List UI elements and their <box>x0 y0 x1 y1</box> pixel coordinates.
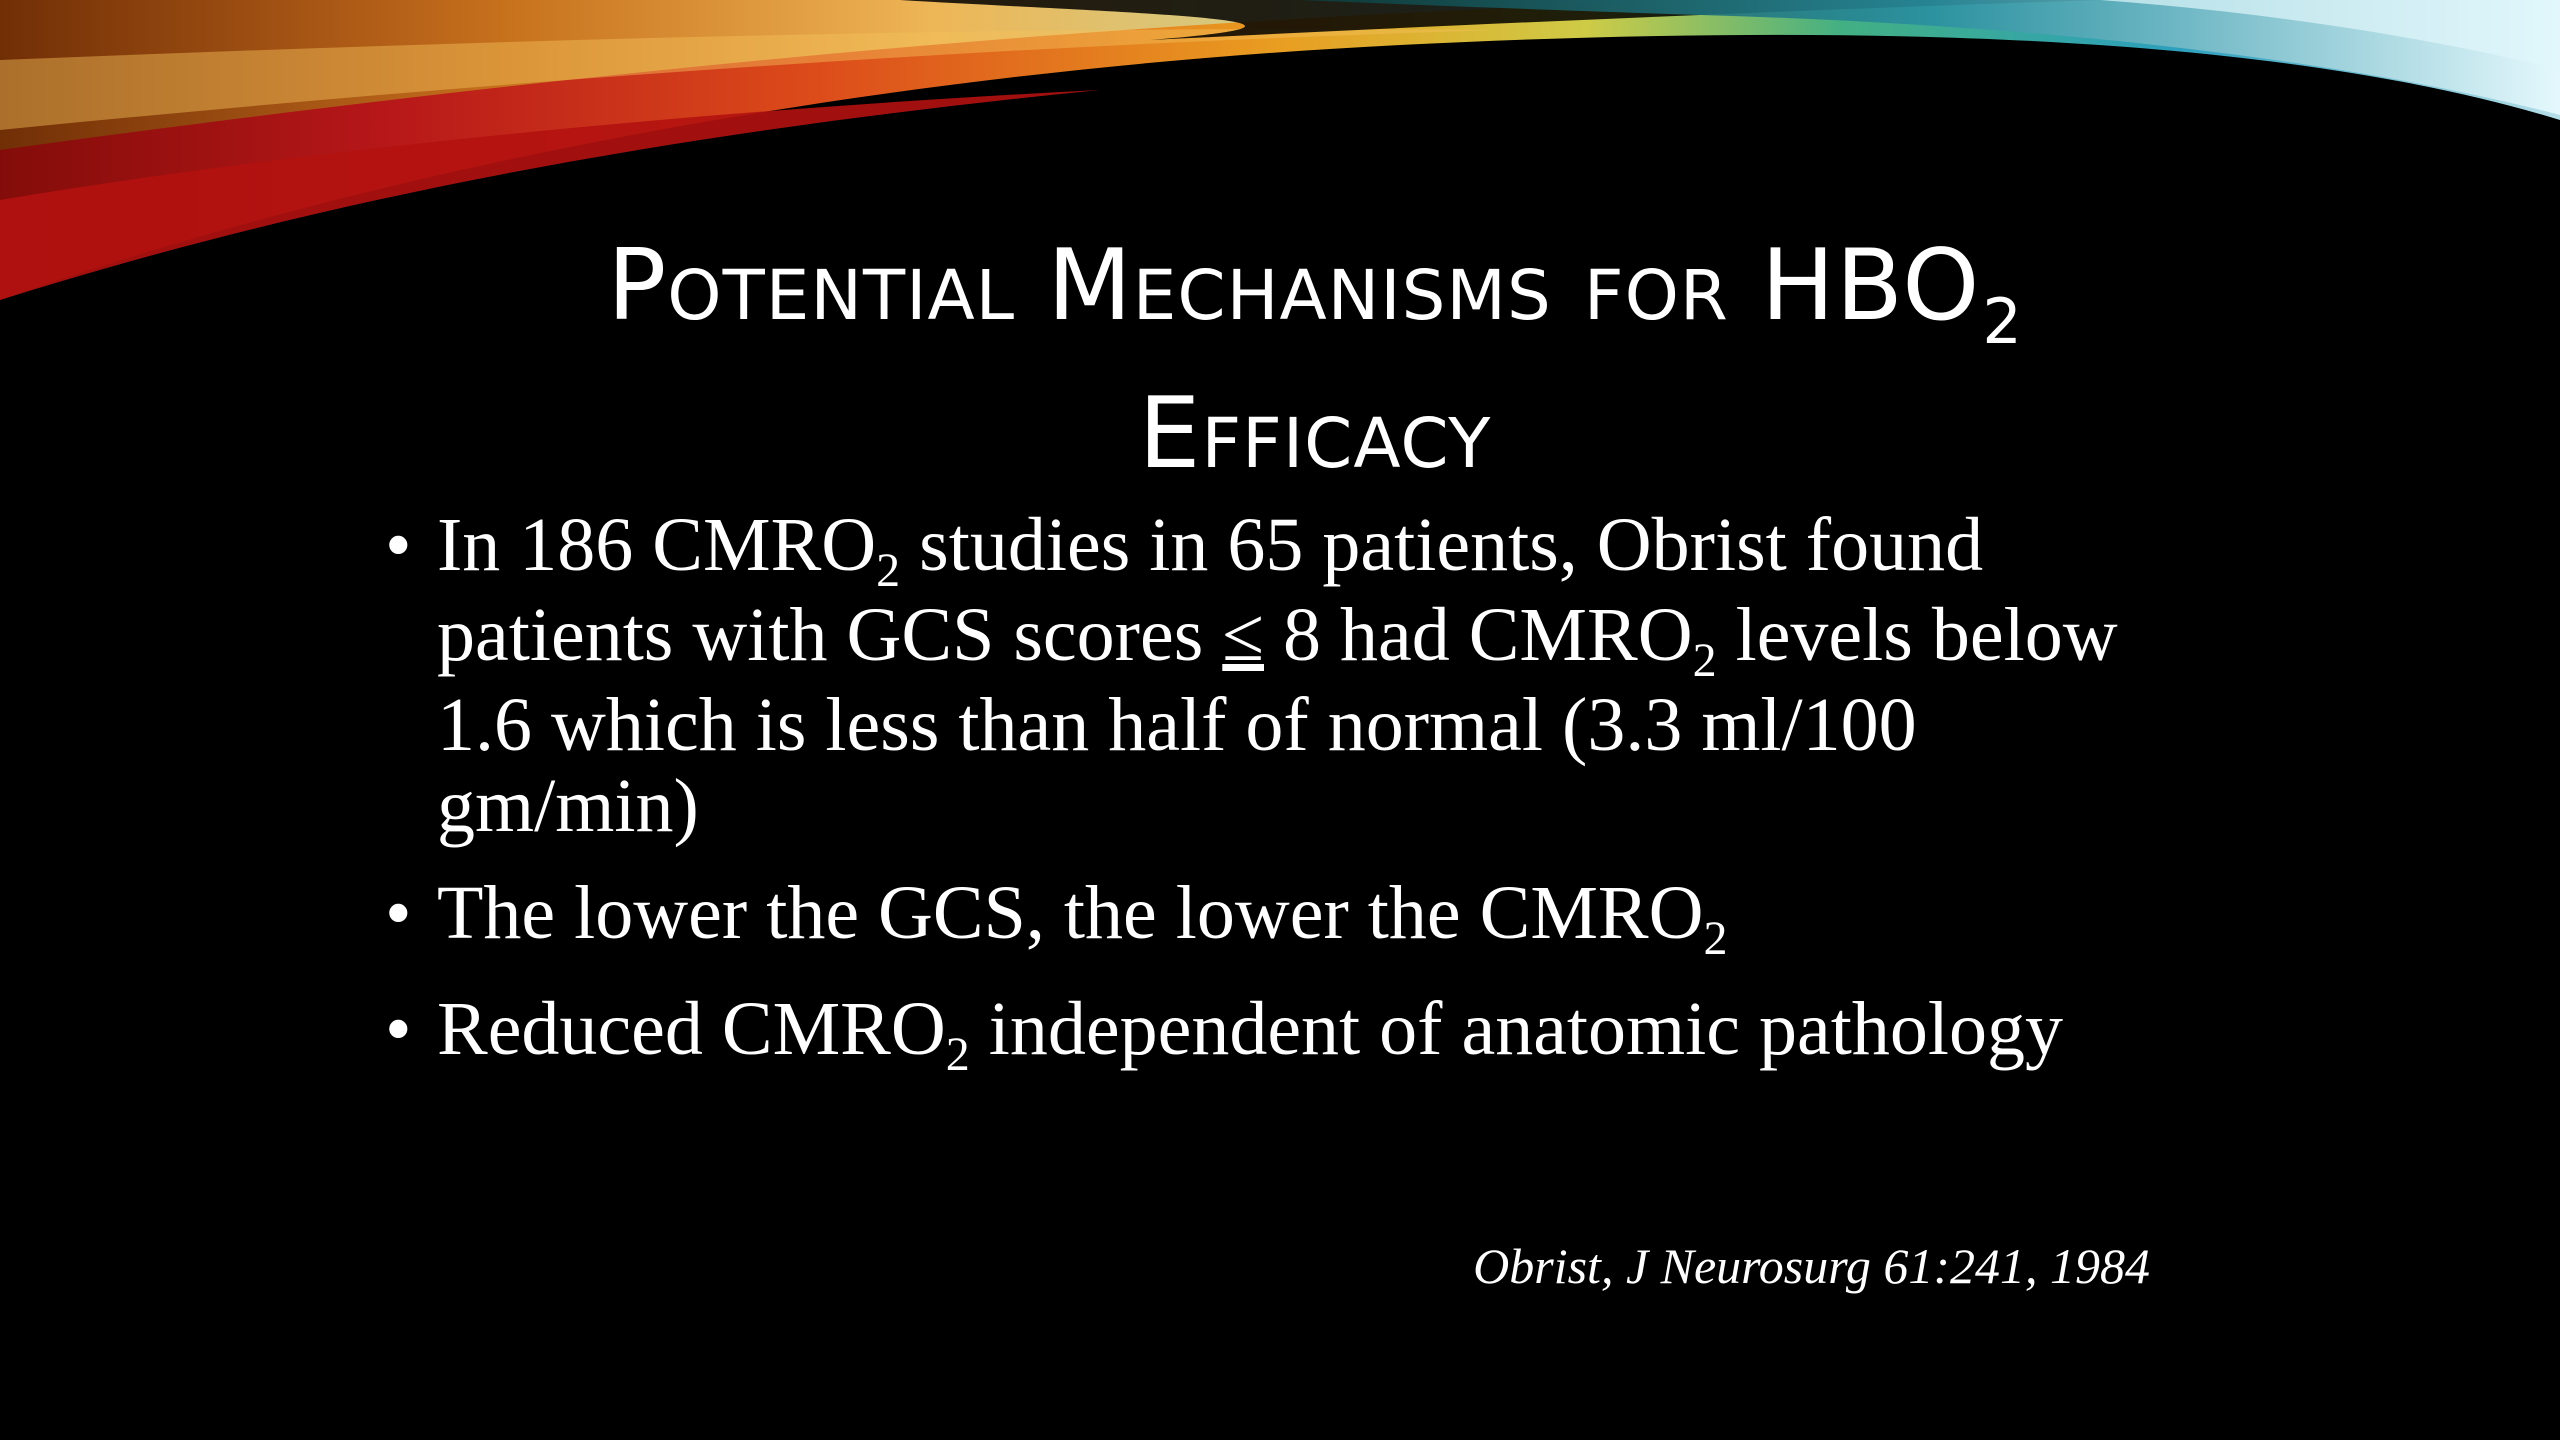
bullet-text: independent of anatomic pathology <box>969 987 2063 1071</box>
subscript-text: 2 <box>876 544 901 597</box>
bullet-item-3 <box>385 989 2185 1079</box>
slide-title <box>300 218 2330 502</box>
bullet-item-1 <box>385 505 2185 847</box>
title-line-2-text: Efficacy <box>1138 377 1492 491</box>
bullet-text: ≤ <box>1222 593 1264 677</box>
bullet-marker: • <box>385 987 412 1071</box>
bullet-marker: • <box>385 871 412 955</box>
bullet-list <box>385 505 2185 1105</box>
bullet-item-2 <box>385 873 2185 963</box>
bullet-text: levels below 1.6 which is less than half of normal (3.3 ml/100 gm/min) <box>437 593 2118 848</box>
subscript-text: 2 <box>945 1028 970 1081</box>
subscript-text: 2 <box>1692 634 1717 687</box>
bullet-marker: • <box>385 503 412 587</box>
bullet-text: 8 had CMRO <box>1264 593 1693 677</box>
subscript-text: 2 <box>1703 912 1728 965</box>
citation: Obrist, J Neurosurg 61:241, 1984 <box>1473 1238 2150 1294</box>
bullet-text: The lower the GCS, the lower the CMRO <box>437 871 1704 955</box>
bullet-text: In 186 CMRO <box>437 503 877 587</box>
title-line-1-text: Potential Mechanisms for HBO <box>607 229 1981 343</box>
bullet-text: Reduced CMRO <box>437 987 946 1071</box>
bullet-text: studies in 65 patients, Obrist found patients with GCS scores <box>437 503 1984 677</box>
title-subscript: 2 <box>1982 285 2023 358</box>
